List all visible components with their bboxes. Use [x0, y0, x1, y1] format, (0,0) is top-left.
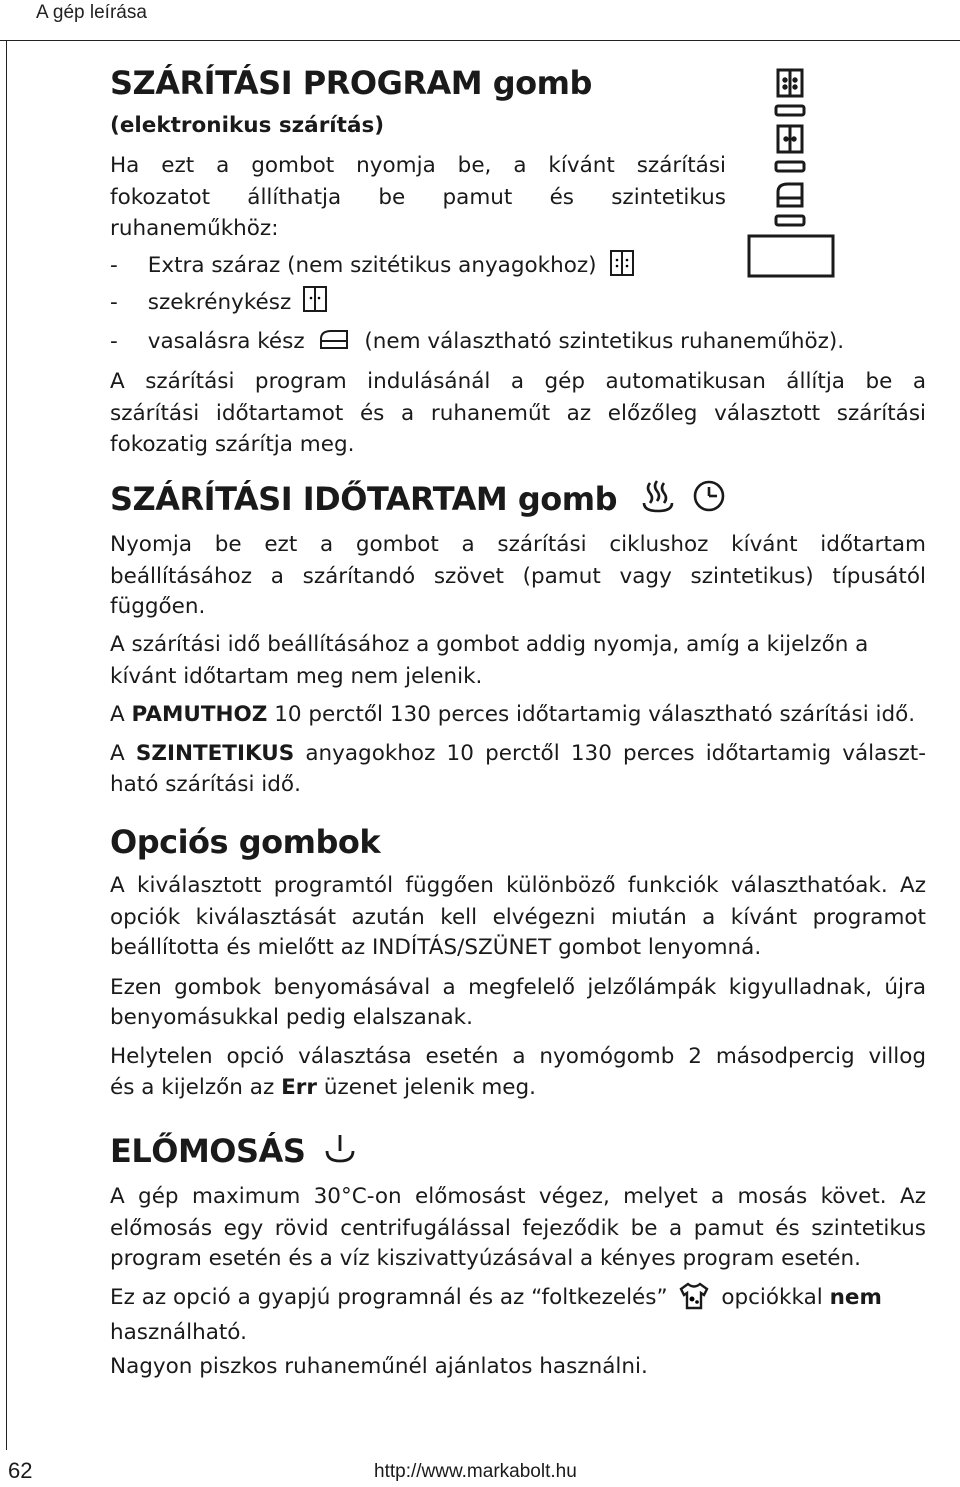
- paragraph-line: szárítási időtartamot és a ruhaneműt az előzőleg választott szárítási: [110, 401, 926, 426]
- text-run: A: [110, 702, 132, 727]
- paragraph-line: beállította és mielőtt az INDÍTÁS/SZÜNET gombot lenyomná.: [110, 935, 762, 960]
- wardrobe-extra-dry-icon: [609, 249, 635, 277]
- section-title-prewash: [110, 1132, 356, 1170]
- paragraph-line: A kiválasztott programtól függően különböző funkciók választhatóak. Az: [110, 873, 926, 898]
- wardrobe-dry-icon: [302, 285, 328, 313]
- paragraph-line: Ha ezt a gombot nyomja be, a kívánt szárítási: [110, 153, 726, 178]
- drying-time-icon: [640, 477, 676, 515]
- paragraph-line: A szárítási idő beállításához a gombot addig nyomja, amíg a kijelzőn a: [110, 632, 869, 657]
- list-dash: -: [110, 253, 118, 278]
- paragraph-line: függően.: [110, 594, 206, 619]
- list-item-label: vasalásra kész: [147, 329, 305, 354]
- header-rule: [0, 40, 960, 41]
- text-run: 10 perctől 130 perces időtartamig választható szárítási idő.: [267, 702, 916, 727]
- paragraph-cotton: [110, 700, 915, 730]
- paragraph-line: Helytelen opció választása esetén a nyomógomb 2 másodpercig villog: [110, 1044, 926, 1069]
- list-item-label: szekrénykész: [147, 290, 292, 315]
- page-number: 62: [8, 1458, 33, 1483]
- drying-program-panel-icon: [740, 66, 840, 280]
- text-run: üzenet jelenik meg.: [316, 1075, 537, 1100]
- list-item-note: (nem választható szintetikus ruhaneműhöz).: [364, 329, 845, 354]
- section-title-drying-time: [110, 480, 726, 518]
- list-item-extra-dry: [110, 251, 635, 281]
- paragraph-stain-option: [110, 1283, 882, 1313]
- paragraph-line: A szárítási program indulásánál a gép automatikusan állítja be a: [110, 369, 926, 394]
- paragraph-line: Nyomja be ezt a gombot a szárítási ciklushoz kívánt időtartam: [110, 532, 926, 557]
- paragraph-line: kívánt időtartam meg nem jelenik.: [110, 664, 483, 689]
- paragraph-line: fokozatig szárítja meg.: [110, 432, 355, 457]
- paragraph-line: Ezen gombok benyomásával a megfelelő jelzőlámpák kigyulladnak, újra: [110, 975, 926, 1000]
- text-run: Ez az opció a gyapjú programnál és az “foltkezelés”: [110, 1285, 668, 1310]
- keyword-not: nem: [829, 1285, 882, 1310]
- paragraph-line: ruhaneműkhöz:: [110, 216, 279, 241]
- list-dash: -: [110, 329, 118, 354]
- paragraph-line: beállításához a szárítandó szövet (pamut vagy szintetikus) típusától: [110, 564, 926, 589]
- section-title-drying-program: SZÁRÍTÁSI PROGRAM gomb: [110, 64, 592, 102]
- section-title-text: ELŐMOSÁS: [110, 1132, 306, 1170]
- paragraph-synthetic: [110, 738, 926, 769]
- section-title-options: Opciós gombok: [110, 823, 381, 861]
- list-dash: -: [110, 290, 118, 315]
- text-run: és a kijelzőn az: [110, 1075, 282, 1100]
- list-item-cupboard-dry: [110, 288, 328, 318]
- list-item-iron-dry: [110, 327, 844, 357]
- text-run: anyagokhoz 10 perctől 130 perces időtartamig választ-: [294, 741, 926, 766]
- paragraph-line: A gép maximum 30°C-on előmosást végez, melyet a mosás követ. Az: [110, 1184, 926, 1209]
- footer-url-link[interactable]: http://www.markabolt.hu: [374, 1461, 577, 1482]
- paragraph-error: [110, 1073, 536, 1103]
- clock-icon: [692, 479, 726, 513]
- paragraph-line: ható szárítási idő.: [110, 772, 301, 797]
- paragraph-line: benyomásukkal pedig elalszanak.: [110, 1005, 473, 1030]
- page-header-label: A gép leírása: [36, 2, 147, 23]
- keyword-cotton: PAMUTHOZ: [131, 702, 268, 727]
- paragraph-line: használható.: [110, 1320, 247, 1345]
- paragraph-line: fokozatot állíthatja be pamut és szintetikus: [110, 185, 726, 210]
- section-title-text: SZÁRÍTÁSI IDŐTARTAM gomb: [110, 480, 617, 518]
- stain-shirt-icon: [678, 1281, 710, 1311]
- text-run: opciókkal: [721, 1285, 830, 1310]
- iron-dry-icon: [317, 326, 351, 352]
- paragraph-line: Nagyon piszkos ruhaneműnél ajánlatos használni.: [110, 1354, 648, 1379]
- margin-rule: [6, 40, 7, 1450]
- paragraph-line: előmosás egy rövid centrifugálással fejeződik be a pamut és szintetikus: [110, 1216, 926, 1241]
- list-item-label: Extra száraz (nem szitétikus anyagokhoz): [147, 253, 597, 278]
- keyword-err: Err: [281, 1075, 317, 1100]
- text-run: A: [110, 741, 136, 766]
- prewash-icon: [324, 1131, 356, 1165]
- section-subtitle: (elektronikus szárítás): [110, 113, 385, 138]
- paragraph-line: opciók kiválasztását azután kell elvégezni miután a kívánt programot: [110, 905, 926, 930]
- paragraph-line: program esetén és a víz kiszivattyúzásával a kényes program esetén.: [110, 1246, 861, 1271]
- keyword-synthetic: SZINTETIKUS: [135, 741, 295, 766]
